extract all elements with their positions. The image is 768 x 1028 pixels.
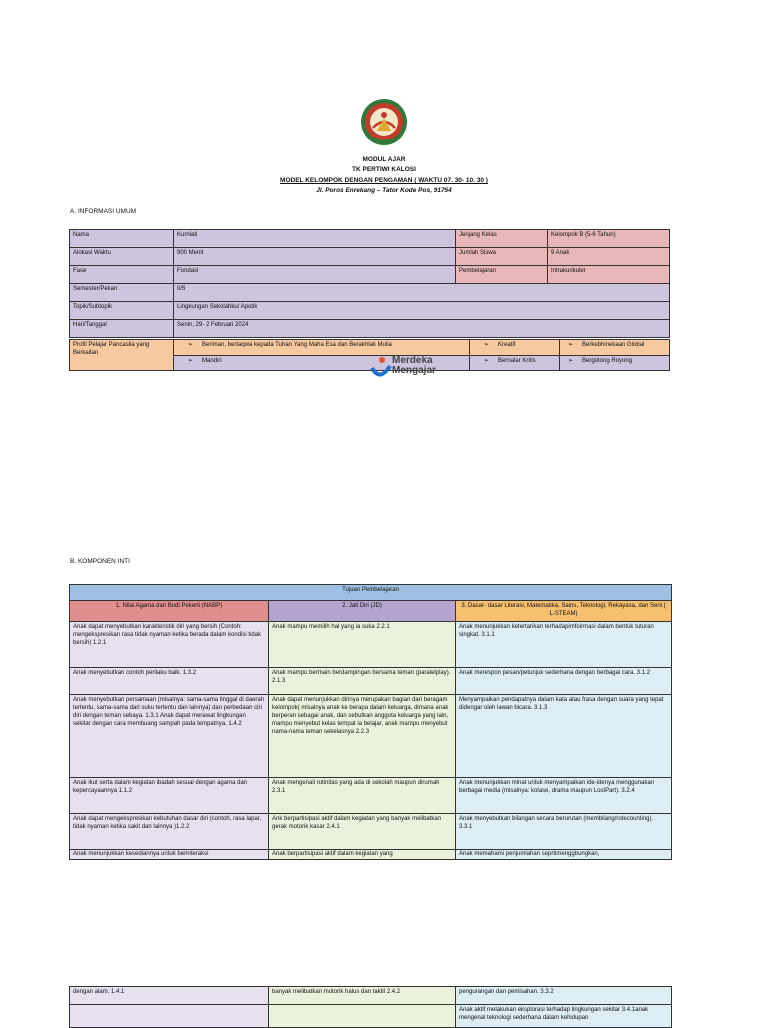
info-label-pembelajaran: Pembelajaran	[456, 266, 548, 284]
model-title: MODEL KELOMPOK DENGAN PENGAMAN ( WAKTU 07. 30- 10. 30 )	[280, 177, 488, 184]
watermark-line1: Merdeka	[392, 355, 433, 366]
table-cell: pengurangan dan pemisahan. 3.3.2	[456, 987, 672, 1005]
info-label-jumlah: Jumlah Siswa	[456, 248, 548, 266]
tujuan-header-lsteam: 3. Dasar- dasar Literasi, Matematika, Sains, Teknologi, Rekayasa, dan Seni ( L-STEAM)	[456, 601, 672, 622]
table-cell: Anak aktif melakukan eksplorasi terhadap lingkungan sekitar 3.4.1anak mengenal teknologi sederhana dalam kehidupan	[456, 1005, 672, 1028]
watermark-line2: Mengajar	[392, 365, 436, 376]
table-cell: Anak ikut serta dalam kegiatan ibadah sesuai dengan agama dan kepercayaannya 1.1.2	[70, 778, 269, 814]
section-a-heading: A. INFORMASI UMUM	[70, 208, 137, 215]
info-value-fase: Fondasi	[174, 266, 456, 284]
school-address: Jl. Poros Enrekang – Tator Kode Pos, 91754	[316, 187, 452, 194]
tujuan-header-jd: 2. Jati Diri (JD)	[269, 601, 456, 622]
info-table	[69, 229, 670, 338]
tujuan-table-continued	[69, 986, 672, 1028]
table-row	[70, 814, 672, 850]
info-value-topik: Lingkungan Sekolahku/ Apotik	[174, 302, 670, 320]
table-row	[70, 778, 672, 814]
table-cell: Anak dapat menyebutkan karakteristik diri yang bersih (Contoh: mengekspresikan rasa tidak nyaman ketika berada dalam kondisi tidak bersih) 1.2.1	[70, 622, 269, 668]
table-cell: Anak menunjukkan ketertarikan terhadapimfoirmasi dalam bentuk tuturan singkat. 3.1.1	[456, 622, 672, 668]
merdeka-mengajar-watermark	[370, 356, 460, 382]
info-value-semester: II/5	[174, 284, 670, 302]
table-cell: Anak menunjukkan minat untuk menyampaikan ide-idenya menggunakan berbagai media (misalnya: kolase, drama maupun LostPart). 3.2.4	[456, 778, 672, 814]
table-cell: Anak memahami penjumlahan seprtimenggbungkan,	[456, 850, 672, 860]
info-label-hari: Hari/Tanggal	[70, 320, 174, 338]
table-cell	[269, 1005, 456, 1028]
table-row	[70, 850, 672, 860]
table-row	[70, 1005, 672, 1028]
bullet-arrow-icon: ➢	[568, 342, 574, 348]
profil-item-kreatif: ➢ Kreatif	[470, 340, 560, 356]
bullet-arrow-icon: ➢	[188, 357, 194, 364]
table-cell: Anak berpartisipasi aktif dalam kegiatan yang	[269, 850, 456, 860]
table-cell: dengan alam. 1.4.1	[70, 987, 269, 1005]
info-value-hari: Senin, 29- 2 Februari 2024	[174, 320, 670, 338]
table-cell: Ank berpartisipasi aktif dalam kegiatan yang banyak melibatkan gerak motorik kasar 2.4.1	[269, 814, 456, 850]
profil-item-beriman: ➢ Beriman, bertaqwa kepada Tuhan Yang Maha Esa dan Berakhlak Mulia	[174, 340, 470, 356]
info-value-pembelajaran: Intrakurikuler	[548, 266, 670, 284]
bullet-arrow-icon: ➢	[484, 357, 490, 364]
table-cell: Anak menyebutkan bilangan secara berurutan (membilang/rotecounting). 3.3.1	[456, 814, 672, 850]
table-cell: Anak mampu memilih hal yang ia suka 2.2.1	[269, 622, 456, 668]
profil-item-bernalar: ➢ Bernalar Kritis	[470, 355, 560, 371]
table-cell: Anak dapat menunjukkan dirinya merupakan bagian dari beragam kelompok( misalnya anak ke berapa dalam keluarga, dimana anak berperan sebagai anak, dan sebutkan anggota keluarga yang lain, mampu menyebut kelas tempat ia belajar, anak mampu menyebut nama-nama teman sekelasnya 2.2.3	[269, 695, 456, 778]
table-cell: Anak mampu bermain berdampingan bersama teman (paralelplay). 2.1.3	[269, 668, 456, 695]
tujuan-table	[69, 584, 672, 860]
table-row	[70, 987, 672, 1005]
bullet-arrow-icon: ➢	[484, 342, 490, 348]
table-row	[70, 695, 672, 778]
table-cell: Anak mengenali rutinitas yang ada di sekolah maupun dirumah 2.3.1	[269, 778, 456, 814]
info-label-jenjang: Jenjang Kelas	[456, 230, 548, 248]
table-row	[70, 622, 672, 668]
table-cell: Anak dapat mengekspresikan kebutuhan dasar diri (contoh, rasa lapar, tidak nyaman ketika sakit dan lainnya )1.2.2	[70, 814, 269, 850]
tujuan-title: Tujuan Pembelajaran	[70, 585, 672, 601]
info-value-jumlah: 9 Anak	[548, 248, 670, 266]
module-title: MODUL AJAR	[362, 156, 406, 163]
info-label-semester: Semester/Pekan	[70, 284, 174, 302]
tujuan-header-nabp: 1. Nilai Agama dan Budi Pekerti (NABP)	[70, 601, 269, 622]
table-cell: banyak melibatkan motorik halus dan taktil 2.4.2	[269, 987, 456, 1005]
info-label-nama: Nama	[70, 230, 174, 248]
info-label-alokasi: Alokasi Waktu	[70, 248, 174, 266]
info-label-fase: Fase	[70, 266, 174, 284]
profil-label: Profil Pelajar Pancasila yang Berkaitan	[70, 340, 174, 371]
table-cell: Anak menyebutkan persamaan (misalnya: sama-sama tinggal di daerah tertentu, sama-sama dari suku tertentu dan lainnya) dan perbedaan ciri diri dengan teman sebaya. 1.3.1 Anak dapat merawat lingkungan sekitar dengan cara membuang sampah pada tempatnya. 1.4.2	[70, 695, 269, 778]
table-row	[70, 668, 672, 695]
profil-item-kebhinekaan: ➢ Berkebhinekaan Global	[560, 340, 670, 356]
school-name: TK PERTIWI KALOSI	[352, 166, 416, 173]
info-value-jenjang: Kelompok B (5-6 Tahun)	[548, 230, 670, 248]
bullet-arrow-icon: ➢	[188, 342, 194, 348]
section-b-heading: B. KOMPONEN INTI	[70, 558, 130, 565]
profil-item-gotong-royong: ➢ Bergotong Royong	[560, 355, 670, 371]
info-value-nama: Kurniati	[174, 230, 456, 248]
info-value-alokasi: 900 Menit	[174, 248, 456, 266]
table-cell: Menyampaikan pendapatnya dalam kata atau frasa dengan suara yang tepat didengar oleh lawan bicara. 3.1.3	[456, 695, 672, 778]
table-cell: Anak merespon pesan/petunjuk sederhana dengan berbagai cara. 3.1.2	[456, 668, 672, 695]
school-logo-emblem	[359, 98, 409, 146]
table-cell: Anak menunjukkan kesediannya untuk berinteraksi	[70, 850, 269, 860]
profil-item-mandiri: ➢ Mandiri	[174, 355, 470, 371]
bullet-arrow-icon: ➢	[568, 357, 574, 364]
merdeka-logo-icon	[370, 356, 392, 382]
table-cell	[70, 1005, 269, 1028]
table-cell: Anak menyebutkan contoh perilaku baik. 1.3.2	[70, 668, 269, 695]
info-label-topik: Topik/Subtopik	[70, 302, 174, 320]
